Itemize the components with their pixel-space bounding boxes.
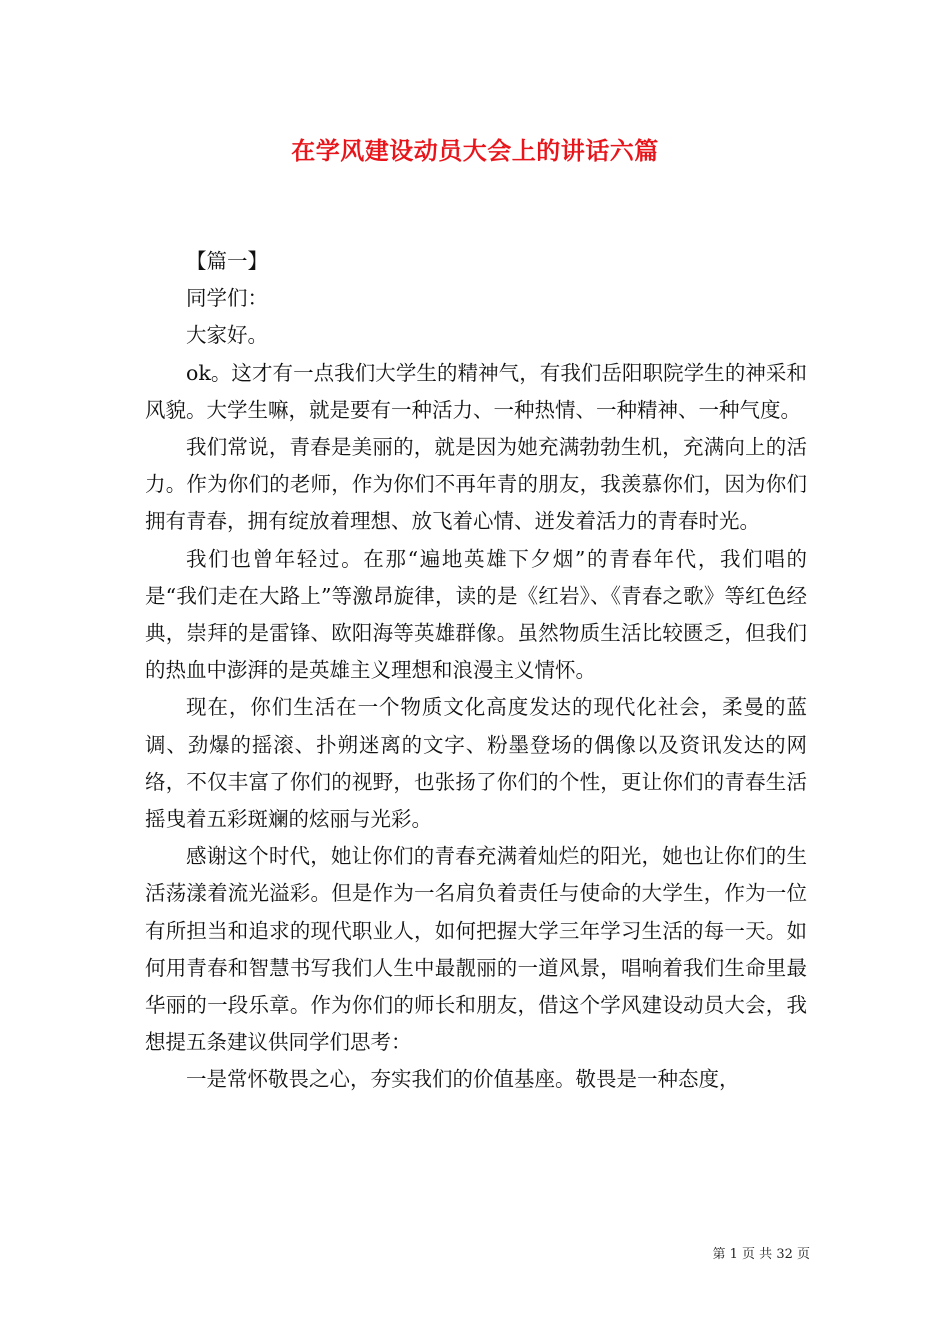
section-heading: 【篇一】	[186, 249, 268, 273]
body-paragraph: ok。这才有一点我们大学生的精神气，有我们岳阳职院学生的神采和风貌。大学生嘛，就是要有一种活力、一种热情、一种精神、一种气度。	[145, 360, 807, 422]
body-paragraph: 感谢这个时代，她让你们的青春充满着灿烂的阳光，她也让你们的生活荡漾着流光溢彩。但是作为一名肩负着责任与使命的大学生，作为一位有所担当和追求的现代职业人，如何把握大学三年学习生活的每一天。如何用青春和智慧书写我们人生中最靓丽的一道风景，唱响着我们生命里最华丽的一段乐章。作为你们的师长和朋友，借这个学风建设动员大会，我想提五条建议供同学们思考：	[145, 844, 807, 1055]
body-paragraph: 我们常说，青春是美丽的，就是因为她充满勃勃生机，充满向上的活力。作为你们的老师，作为你们不再年青的朋友，我羡慕你们，因为你们拥有青春，拥有绽放着理想、放飞着心情、迸发着活力的青春时光。	[145, 435, 807, 534]
body-paragraph: 我们也曾年轻过。在那“遍地英雄下夕烟”的青春年代，我们唱的是“我们走在大路上”等激昂旋律，读的是《红岩》、《青春之歌》等红色经典，崇拜的是雷锋、欧阳海等英雄群像。虽然物质生活比较匮乏，但我们的热血中澎湃的是英雄主义理想和浪漫主义情怀。	[145, 546, 807, 683]
body-paragraph: 现在，你们生活在一个物质文化高度发达的现代化社会，柔曼的蓝调、劲爆的摇滚、扑朔迷离的文字、粉墨登场的偶像以及资讯发达的网络，不仅丰富了你们的视野，也张扬了你们的个性，更让你们的青春生活摇曳着五彩斑斓的炫丽与光彩。	[145, 695, 807, 832]
document-title: 在学风建设动员大会上的讲话六篇	[291, 136, 659, 165]
greeting: 大家好。	[186, 323, 268, 348]
salutation: 同学们：	[186, 286, 268, 311]
page-number-footer: 第 1 页 共 32 页	[712, 1247, 810, 1262]
document-body	[145, 243, 807, 1099]
body-paragraph: 一是常怀敬畏之心，夯实我们的价值基座。敬畏是一种态度，	[186, 1067, 740, 1092]
